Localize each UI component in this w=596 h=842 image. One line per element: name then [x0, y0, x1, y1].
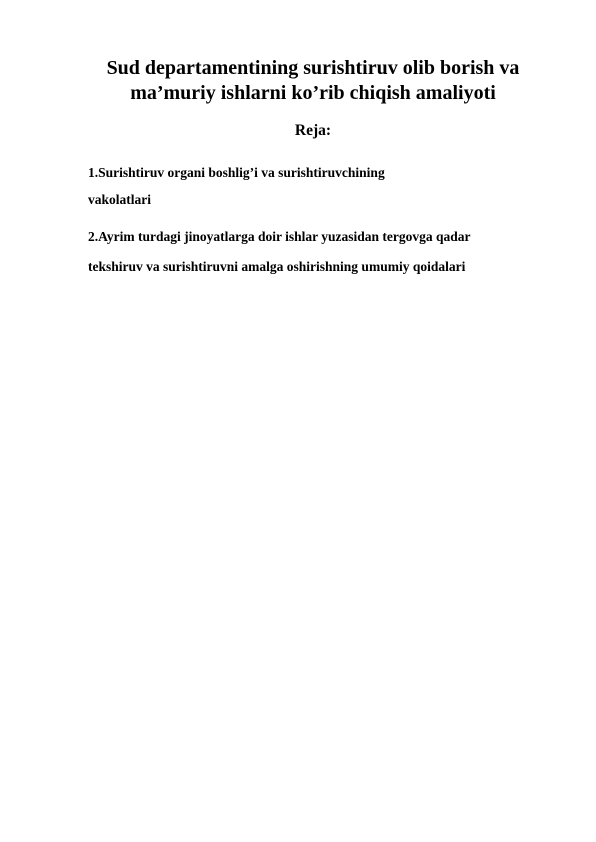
plan-item-2-line-2: tekshiruv va surishtiruvni amalga oshirishning umumiy qoidalari: [88, 259, 466, 274]
document-title-line-1: Sud departamentining surishtiruv olib borish va: [106, 57, 520, 79]
plan-heading: Reja:: [294, 122, 332, 139]
plan-item-1-line-1: 1.Surishtiruv organi boshlig’i va surishtiruvchining: [88, 165, 385, 180]
plan-item-2-line-1: 2.Ayrim turdagi jinoyatlarga doir ishlar yuzasidan tergovga qadar: [88, 229, 471, 244]
document-title: [84, 56, 542, 106]
document-title-line-2: ma’muriy ishlarni ko’rib chiqish amaliyoti: [130, 82, 496, 104]
plan-item-1-line-2: vakolatlari: [88, 192, 151, 207]
